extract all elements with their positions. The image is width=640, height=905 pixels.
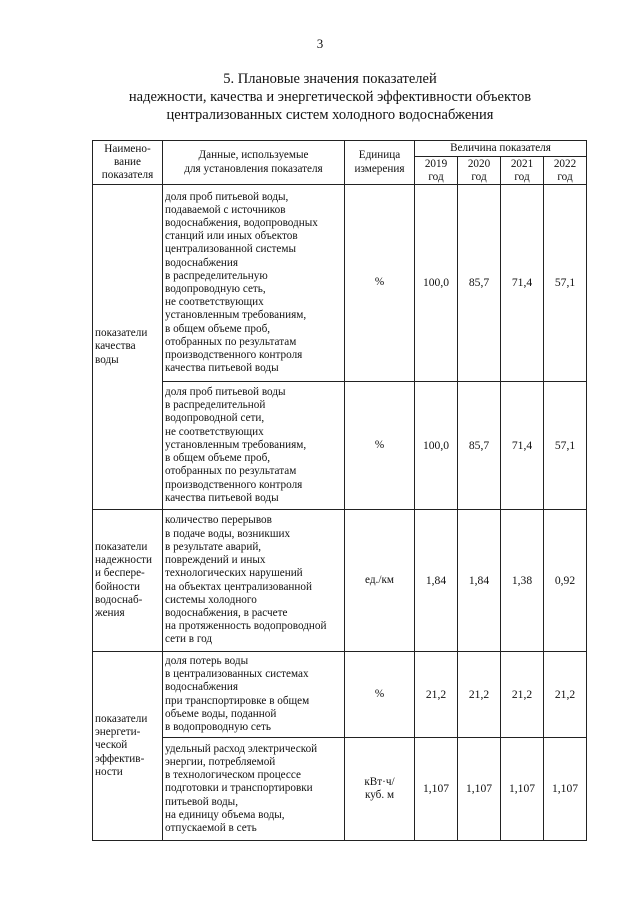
table-row	[93, 185, 587, 382]
value-cell: 85,7	[458, 185, 501, 382]
unit-cell: %	[345, 382, 415, 510]
unit-cell: кВт·ч/ куб. м	[345, 738, 415, 841]
value-cell: 1,107	[501, 738, 544, 841]
value-cell: 100,0	[415, 185, 458, 382]
header-unit: Единица измерения	[345, 141, 415, 185]
value-cell: 1,107	[544, 738, 587, 841]
value-cell: 21,2	[544, 652, 587, 738]
header-year: 2021 год	[501, 157, 544, 185]
value-cell: 1,38	[501, 510, 544, 652]
page-number: 3	[316, 36, 324, 51]
value-cell: 21,2	[415, 652, 458, 738]
title-line-2: надежности, качества и энергетической эффективности объектов	[128, 89, 532, 105]
value-cell: 57,1	[544, 185, 587, 382]
indicators-table	[92, 140, 587, 841]
description-cell: количество перерывов в подаче воды, возникших в результате аварий, повреждений и иных технологических нарушений на объектах централизованной системы холодного водоснабжения, в расчете на протяженность водопроводной сети в год	[163, 510, 345, 652]
category-cell: показатели качества воды	[93, 185, 163, 510]
value-cell: 100,0	[415, 382, 458, 510]
description-cell: доля потерь воды в централизованных системах водоснабжения при транспортировке в общем объеме воды, поданной в водопроводную сеть	[163, 652, 345, 738]
table-row	[93, 738, 587, 841]
header-year: 2022 год	[544, 157, 587, 185]
value-cell: 1,107	[458, 738, 501, 841]
description-cell: удельный расход электрической энергии, потребляемой в технологическом процессе подготовки и транспортировки питьевой воды, на единицу объема воды, отпускаемой в сеть	[163, 738, 345, 841]
header-data: Данные, используемые для установления показателя	[163, 141, 345, 185]
value-cell: 1,84	[415, 510, 458, 652]
unit-cell: %	[345, 652, 415, 738]
table-row	[93, 510, 587, 652]
unit-cell: %	[345, 185, 415, 382]
value-cell: 1,107	[415, 738, 458, 841]
unit-cell: ед./км	[345, 510, 415, 652]
value-cell: 1,84	[458, 510, 501, 652]
header-value-group: Величина показателя	[415, 141, 587, 157]
description-cell: доля проб питьевой воды в распределительной водопроводной сети, не соответствующих установленным требованиям, в общем объеме проб, отобранных по результатам производственного контроля качества питьевой воды	[163, 382, 345, 510]
page-title	[60, 70, 600, 124]
category-cell: показатели энергети- ческой эффектив- ности	[93, 652, 163, 841]
header-year: 2019 год	[415, 157, 458, 185]
value-cell: 21,2	[501, 652, 544, 738]
title-line-1: 5. Плановые значения показателей	[223, 71, 437, 87]
description-cell: доля проб питьевой воды, подаваемой с источников водоснабжения, водопроводных станций или иных объектов централизованной системы водоснабжения в распределительную водопроводную сеть, не соответствующих установленным требованиям, в общем объеме проб, отобранных по результатам производственного контроля качества питьевой воды	[163, 185, 345, 382]
value-cell: 21,2	[458, 652, 501, 738]
value-cell: 71,4	[501, 382, 544, 510]
category-cell: показатели надежности и беспере- бойности водоснаб- жения	[93, 510, 163, 652]
title-line-3: централизованных систем холодного водоснабжения	[166, 107, 494, 123]
header-name: Наимено- вание показателя	[93, 141, 163, 185]
value-cell: 71,4	[501, 185, 544, 382]
value-cell: 0,92	[544, 510, 587, 652]
table-row	[93, 382, 587, 510]
value-cell: 57,1	[544, 382, 587, 510]
header-year: 2020 год	[458, 157, 501, 185]
table-row	[93, 652, 587, 738]
value-cell: 85,7	[458, 382, 501, 510]
